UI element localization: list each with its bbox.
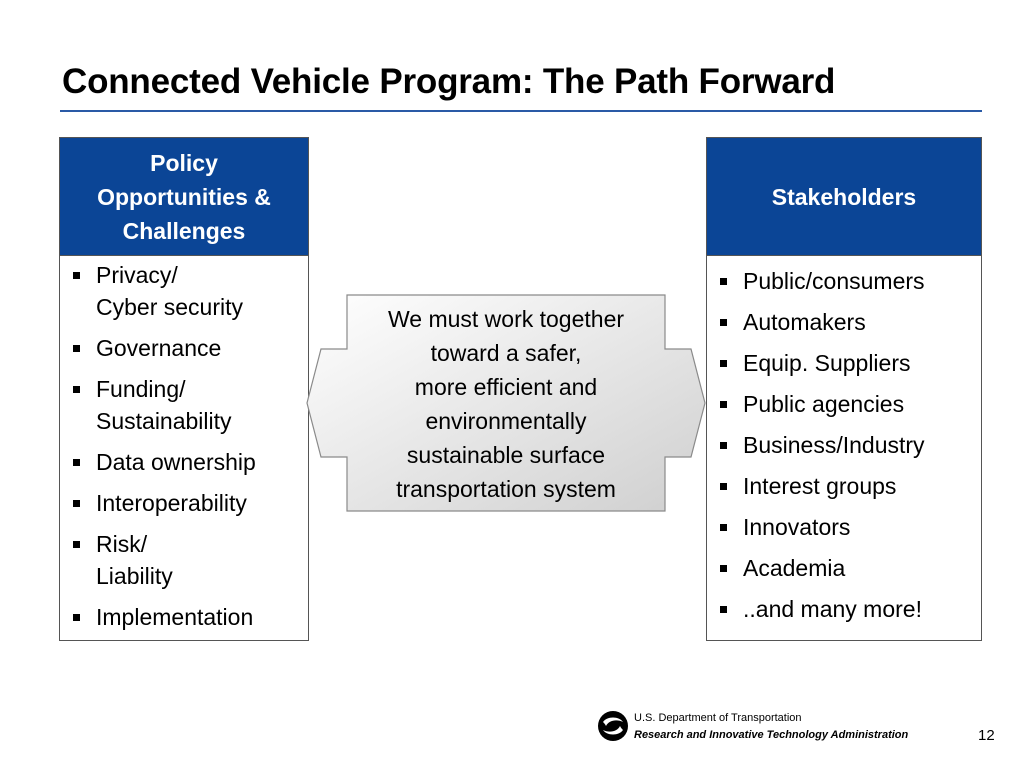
slide-title: Connected Vehicle Program: The Path Forward (62, 62, 836, 101)
list-item: Governance (60, 332, 308, 364)
stakeholders-panel (706, 137, 982, 641)
stakeholders-panel-title: Stakeholders (771, 183, 917, 210)
list-item: Interest groups (707, 470, 981, 502)
center-message: We must work together toward a safer, more efficient and environmentally sustainable surface transportation system (387, 306, 625, 502)
list-item: Data ownership (60, 446, 308, 478)
list-item: Academia (707, 552, 981, 584)
list-item: Public agencies (707, 388, 981, 420)
stakeholders-list (707, 256, 981, 625)
list-item: Equip. Suppliers (707, 347, 981, 379)
list-item: Automakers (707, 306, 981, 338)
list-item: Privacy/ Cyber security (60, 259, 308, 323)
list-item: ..and many more! (707, 593, 981, 625)
list-item: Business/Industry (707, 429, 981, 461)
list-item: Funding/ Sustainability (60, 373, 308, 437)
footer-org-name: U.S. Department of Transportation (634, 712, 802, 724)
list-item: Public/consumers (707, 265, 981, 297)
footer-org-subname: Research and Innovative Technology Administration (634, 729, 909, 741)
stakeholders-panel-header (707, 138, 981, 256)
page-number: 12 (978, 727, 995, 744)
list-item: Risk/ Liability (60, 528, 308, 592)
usdot-logo-icon (597, 710, 629, 742)
policy-panel-title: Policy Opportunities & Challenges (97, 149, 271, 244)
list-item: Implementation (60, 601, 308, 633)
list-item: Innovators (707, 511, 981, 543)
list-item: Interoperability (60, 487, 308, 519)
